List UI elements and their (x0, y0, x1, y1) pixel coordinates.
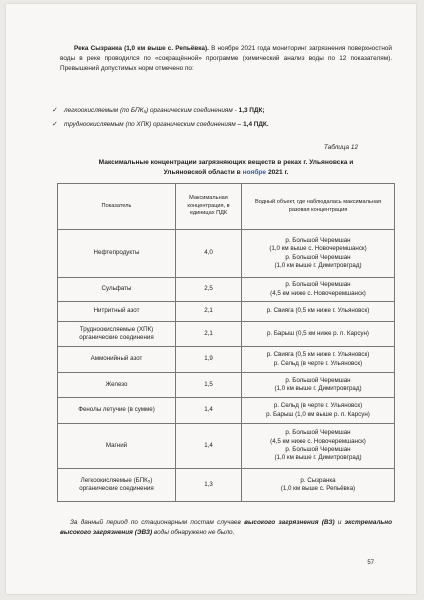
exceedance-list (52, 103, 392, 131)
table-label: Таблица 12 (323, 144, 358, 151)
cell-indicator: Легкоокисляемые (БПК₅) органические соединения (58, 469, 176, 502)
cell-concentration: 1,5 (176, 373, 242, 398)
list-item (52, 103, 392, 117)
cell-indicator: Нитритный азот (58, 302, 176, 322)
cell-indicator: Фенолы летучие (в сумме) (58, 398, 176, 424)
table-row (58, 373, 395, 398)
list-item-text: трудноокисляемым (по ХПК) органическим соединениям – (64, 120, 242, 128)
cell-indicator: Нефтепродукты (58, 230, 176, 278)
cell-concentration: 2,1 (176, 322, 242, 347)
column-header-water-body: Водный объект, где наблюдалась максимальная разовая концентрация (242, 184, 395, 230)
list-item (52, 117, 392, 131)
footer-paragraph (60, 518, 392, 538)
intro-text: В ноябре 2021 года мониторинг загрязнения поверхностной воды в реке проводился по «сокращённой» программе (химический анализ воды по 12 показателям). Превышений допустимых норм отмечено по: (60, 45, 392, 73)
table-title-line2 (60, 168, 392, 178)
cell-concentration: 2,5 (176, 278, 242, 302)
cell-indicator: Железо (58, 373, 176, 398)
cell-indicator: Аммонийный азот (58, 347, 176, 373)
table-row (58, 322, 395, 347)
document-page (6, 4, 416, 594)
page-number: 57 (367, 560, 374, 566)
table-row (58, 398, 395, 424)
intro-paragraph (60, 44, 392, 75)
table-title-text: Ульяновской области в (163, 169, 243, 176)
table-title-year: 2021 г. (266, 169, 289, 176)
table-row (58, 347, 395, 373)
footer-bold-vz: высокого загрязнения (ВЗ) (244, 519, 335, 526)
table-row (58, 302, 395, 322)
cell-indicator: Магний (58, 424, 176, 469)
cell-water-body: р. Большой Черемшан (4,5 км ниже с. Новочеремшанск) (242, 278, 395, 302)
column-header-indicator: Показатель (58, 184, 176, 230)
table-header-row (58, 184, 395, 230)
table-row (58, 230, 395, 278)
cell-water-body: р. Свияга (0,5 км ниже г. Ульяновск) р. Сельд (в черте г. Ульяновск) (242, 347, 395, 373)
footer-bold-evz: экстремально высокого загрязнения (ЭВЗ) (60, 519, 392, 536)
footer-text: воды обнаружено не было. (152, 529, 235, 536)
table-row (58, 469, 395, 502)
cell-concentration: 1,4 (176, 398, 242, 424)
cell-concentration: 1,3 (176, 469, 242, 502)
list-item-value: 1,4 ПДК. (243, 120, 269, 128)
column-header-concentration: Максимальная концентрация, в единицах ПДК (176, 184, 242, 230)
cell-indicator: Трудноокисляемые (ХПК) органические соединения (58, 322, 176, 347)
cell-water-body: р. Барыш (0,5 км ниже р. п. Карсун) (242, 322, 395, 347)
footer-text: За данный период по стационарным постам случаев (70, 519, 245, 526)
cell-concentration: 1,4 (176, 424, 242, 469)
checkmark-icon: ✓ (52, 121, 58, 128)
cell-concentration: 4,0 (176, 230, 242, 278)
cell-concentration: 2,1 (176, 302, 242, 322)
river-title: Река Сызранка (1,0 км выше с. Репьёвка). (74, 45, 209, 52)
cell-indicator: Сульфаты (58, 278, 176, 302)
highlighted-month: ноябре (242, 169, 267, 176)
cell-concentration: 1,9 (176, 347, 242, 373)
pollutant-table (57, 183, 395, 502)
table-title (60, 158, 392, 178)
list-item-value: 1,3 ПДК; (238, 106, 265, 114)
cell-water-body: р. Сельд (в черте г. Ульяновск) р. Барыш (1,0 км выше р. п. Карсун) (242, 398, 395, 424)
cell-water-body: р. Большой Черемшан (4,5 км ниже с. Новочеремшанск) р. Большой Черемшан (1,0 км выше г. Димитровград) (242, 424, 395, 469)
list-item-text: легкоокисляемым (по БПК₅) органическим соединениям - (64, 106, 237, 114)
checkmark-icon: ✓ (52, 107, 58, 114)
cell-water-body: р. Сызранка (1,0 км выше с. Репьёвка) (242, 469, 395, 502)
cell-water-body: р. Большой Черемшан (1,0 км выше г. Димитровград) (242, 373, 395, 398)
footer-text: и (334, 519, 345, 526)
table-row (58, 278, 395, 302)
cell-water-body: р. Большой Черемшан (1,0 км выше с. Новочеремшанск) р. Большой Черемшан (1,0 км выше г. Димитровград) (242, 230, 395, 278)
cell-water-body: р. Свияга (0,5 км ниже г. Ульяновск) (242, 302, 395, 322)
table-row (58, 424, 395, 469)
table-title-line1: Максимальные концентрации загрязняющих веществ в реках г. Ульяновска и (98, 159, 354, 166)
